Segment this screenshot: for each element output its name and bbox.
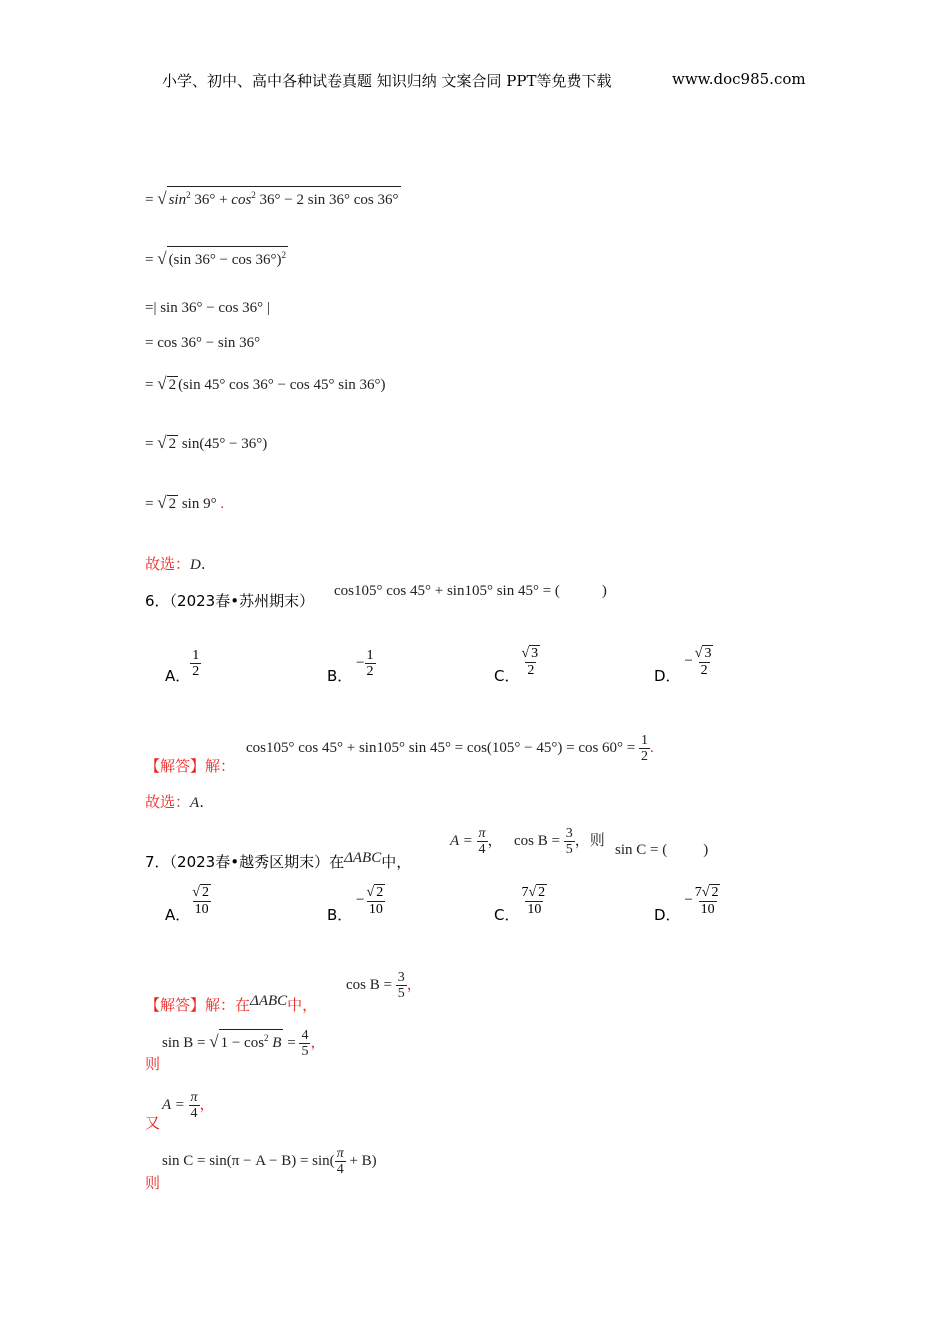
q7-line2: sin B = √ $1 - \cos^2 B$ = $\frac{4}{5}$ ， [162,1028,326,1059]
q7-solution-label: 【解答】解：在ΔABC中， [145,993,318,1014]
q7-option-a: A． $\frac{√ 2}{10}$ [165,885,209,924]
q6-solution: cos105° cos 45° + sin105° sin 45° = cos(105° − 45°) = cos 60° = $\frac{1}{2}$ . [246,733,654,764]
q5-answer: 故选：D. [145,555,206,573]
step-1: = √ $\sin^2 36^\circ + \cos^2 36^\circ - 2$ sin 36° cos 36° [145,186,401,209]
q7-line2-word: 则 [145,1055,161,1073]
page-header [162,70,612,91]
q6-option-b: B． − $\frac{1}{2}$ [327,648,374,685]
q7-line4-word: 则 [145,1174,161,1192]
step-7: = √ 2 sin 9° . [145,493,225,512]
q6-option-d: D． − $\frac{√ 3}{2}$ [654,646,712,685]
header-text: 小学、初中、高中各种试卷真题 知识归纳 文案合同 PPT等免费下载 [162,72,612,90]
q7-option-c: C． $\frac{7√ 2}{10}$ [494,885,546,924]
q7-option-d: D． − $\frac{7√ 2}{10}$ [654,885,719,924]
q7-line3-word: 又 [145,1114,161,1132]
q6-option-c: C． $\frac{√ 3}{2}$ [494,646,539,685]
q6-solution-label: 【解答】解： [145,757,236,775]
q6-title: 6．（2023春•苏州期末） [145,592,315,610]
q7-cos-b: cos B = $\frac{3}{5}$ ，则 [514,826,605,857]
q7-title: 7．（2023春•越秀区期末）在ΔABC中， [145,850,412,871]
q7-line4: sin C = sin(π − A − B) = sin( $\frac{\pi}{4}$ + B) [162,1146,377,1177]
q7-option-b: B． − $\frac{√ 2}{10}$ [327,885,384,924]
step-2: = √ (sin 36° − cos 36°)$^2$ [145,246,288,269]
step-6: = √ 2 sin(45° − 36°) [145,433,268,452]
q7-angle-a: A = $\frac{\pi}{4}$ ， [450,826,503,857]
header-url: www.doc985.com [672,70,806,88]
q7-solution-cos-b: cos B = $\frac{3}{5}$ ， [346,970,422,1001]
q6-answer: 故选：A. [145,793,204,811]
q6-option-a: A． $\frac{1}{2}$ [165,648,200,685]
step-5: = √ 2 (sin 45° cos 36° − cos 45° sin 36°) [145,374,386,393]
q7-line3: A = $\frac{\pi}{4}$ ， [162,1090,215,1121]
step-3: =| sin 36° − cos 36° | [145,300,270,316]
q7-ask: sin C = ( ) [615,842,709,858]
q6-expression: cos105° cos 45° + sin105° sin 45° = ( ) [334,583,607,599]
step-4: = cos 36° − sin 36° [145,335,261,351]
